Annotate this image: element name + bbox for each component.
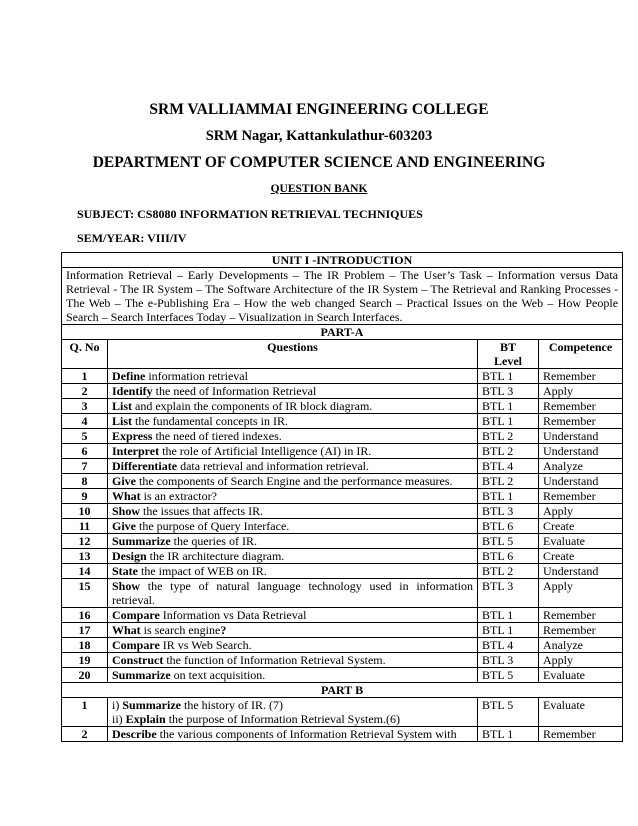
question-line — [112, 698, 473, 712]
competence: Remember — [539, 727, 623, 742]
unit-syllabus: Information Retrieval – Early Developments – The IR Problem – The User’s Task – Information versus Data Retrieval - The IR System – The Software Architecture of the IR System – The Retrieval and Ranking Processes - The Web – The e-Publishing Era – How the web changed Search – Practical Issues on the Web – How People Search – Search Interfaces Today – Visualization in Search Interfaces. — [62, 268, 623, 325]
question-keyword: List — [112, 414, 133, 428]
question-keyword: Differentiate — [112, 459, 178, 473]
question-number: 15 — [62, 579, 108, 608]
part-b-title-row — [62, 683, 623, 698]
competence: Understand — [539, 429, 623, 444]
question-text — [108, 474, 478, 489]
question-rest: the need of tiered indexes. — [152, 429, 282, 443]
question-keyword: Compare — [112, 608, 160, 622]
question-rest: the various components of Information Retrieval System with — [156, 727, 457, 741]
competence: Evaluate — [539, 668, 623, 683]
question-rest: Information vs Data Retrieval — [159, 608, 307, 622]
question-keyword: Explain — [125, 712, 166, 726]
question-keyword: Give — [112, 474, 136, 488]
unit-title-row — [62, 253, 623, 268]
question-number: 17 — [62, 623, 108, 638]
question-number: 1 — [62, 369, 108, 384]
table-row — [62, 698, 623, 727]
question-rest: the issues that affects IR. — [140, 504, 264, 518]
question-text — [108, 429, 478, 444]
competence: Analyze — [539, 459, 623, 474]
bt-level: BTL 5 — [478, 534, 539, 549]
col-questions-header: Questions — [108, 340, 478, 369]
college-name: SRM VALLIAMMAI ENGINEERING COLLEGE — [149, 101, 489, 118]
competence: Remember — [539, 399, 623, 414]
question-text — [108, 519, 478, 534]
question-number: 6 — [62, 444, 108, 459]
question-text — [108, 489, 478, 504]
competence: Create — [539, 519, 623, 534]
question-text — [108, 459, 478, 474]
question-rest: and explain the components of IR block diagram. — [132, 399, 373, 413]
bt-level: BTL 1 — [478, 489, 539, 504]
question-number: 2 — [62, 727, 108, 742]
question-keyword: Design — [112, 549, 147, 563]
bt-level: BTL 3 — [478, 504, 539, 519]
question-keyword-suffix: ? — [220, 623, 227, 637]
sem-year-line: SEM/YEAR: VIII/IV — [77, 231, 187, 245]
bt-level: BTL 1 — [478, 608, 539, 623]
table-row — [62, 414, 623, 429]
bt-level: BTL 3 — [478, 653, 539, 668]
bt-level: BTL 2 — [478, 444, 539, 459]
question-rest: the IR architecture diagram. — [146, 549, 285, 563]
table-row — [62, 727, 623, 742]
question-text — [108, 579, 478, 608]
competence: Evaluate — [539, 698, 623, 727]
table-row — [62, 504, 623, 519]
bt-level: BTL 1 — [478, 623, 539, 638]
question-rest: the queries of IR. — [170, 534, 257, 548]
question-number: 12 — [62, 534, 108, 549]
table-row — [62, 653, 623, 668]
competence: Remember — [539, 608, 623, 623]
question-keyword: Summarize — [112, 534, 171, 548]
table-row — [62, 459, 623, 474]
table-row — [62, 638, 623, 653]
table-row — [62, 534, 623, 549]
question-number: 4 — [62, 414, 108, 429]
competence: Understand — [539, 564, 623, 579]
question-text — [108, 549, 478, 564]
question-rest: the function of Information Retrieval System. — [163, 653, 386, 667]
column-header-row — [62, 340, 623, 369]
question-keyword: Express — [112, 429, 153, 443]
bt-level: BTL 1 — [478, 414, 539, 429]
question-keyword: Construct — [112, 653, 164, 667]
table-row — [62, 549, 623, 564]
competence: Apply — [539, 504, 623, 519]
question-text — [108, 534, 478, 549]
question-rest: is an extractor? — [140, 489, 217, 503]
table-row — [62, 384, 623, 399]
question-rest: the purpose of Information Retrieval System.(6) — [165, 712, 400, 726]
bt-level: BTL 5 — [478, 698, 539, 727]
college-address: SRM Nagar, Kattankulathur-603203 — [205, 128, 433, 144]
competence: Analyze — [539, 638, 623, 653]
question-rest: information retrieval — [145, 369, 248, 383]
question-number: 7 — [62, 459, 108, 474]
question-keyword: Describe — [112, 727, 157, 741]
question-number: 1 — [62, 698, 108, 727]
question-keyword: What — [112, 489, 141, 503]
question-text — [108, 668, 478, 683]
question-text — [108, 698, 478, 727]
question-text — [108, 504, 478, 519]
question-text — [108, 638, 478, 653]
question-rest: the impact of WEB on IR. — [138, 564, 267, 578]
question-rest: the type of natural language technology used in information retrieval. — [112, 579, 473, 607]
table-row — [62, 444, 623, 459]
question-text — [108, 564, 478, 579]
question-keyword: Identify — [112, 384, 153, 398]
bt-level: BTL 1 — [478, 399, 539, 414]
col-bt-label: BT — [499, 340, 516, 354]
question-prefix: i) — [112, 698, 123, 712]
bt-level: BTL 5 — [478, 668, 539, 683]
question-text — [108, 399, 478, 414]
question-keyword: Interpret — [112, 444, 160, 458]
question-rest: the components of Search Engine and the performance measures. — [136, 474, 453, 488]
col-qno-header: Q. No — [62, 340, 108, 369]
table-row — [62, 623, 623, 638]
question-text — [108, 414, 478, 429]
question-text — [108, 623, 478, 638]
question-keyword: Give — [112, 519, 136, 533]
question-rest: is search engine — [140, 623, 221, 637]
bt-level: BTL 6 — [478, 519, 539, 534]
question-rest: the need of Information Retrieval — [152, 384, 317, 398]
question-number: 3 — [62, 399, 108, 414]
bt-level: BTL 4 — [478, 459, 539, 474]
question-rest: on text acquisition. — [170, 668, 266, 682]
question-line — [112, 712, 473, 726]
question-keyword: List — [112, 399, 133, 413]
table-row — [62, 474, 623, 489]
question-number: 18 — [62, 638, 108, 653]
bt-level: BTL 2 — [478, 564, 539, 579]
table-row — [62, 369, 623, 384]
question-number: 20 — [62, 668, 108, 683]
question-number: 8 — [62, 474, 108, 489]
question-number: 5 — [62, 429, 108, 444]
competence: Evaluate — [539, 534, 623, 549]
table-row — [62, 399, 623, 414]
bt-level: BTL 2 — [478, 429, 539, 444]
question-rest: IR vs Web Search. — [159, 638, 252, 652]
question-keyword: Define — [112, 369, 146, 383]
question-keyword: State — [112, 564, 138, 578]
bt-level: BTL 3 — [478, 384, 539, 399]
question-keyword: Show — [112, 504, 141, 518]
competence: Create — [539, 549, 623, 564]
part-b-title: PART B — [62, 683, 623, 698]
question-rest: the role of Artificial Intelligence (AI) in IR. — [159, 444, 372, 458]
table-row — [62, 564, 623, 579]
document-title: QUESTION BANK — [270, 183, 368, 195]
table-row — [62, 579, 623, 608]
competence: Remember — [539, 369, 623, 384]
question-number: 2 — [62, 384, 108, 399]
table-row — [62, 668, 623, 683]
part-a-title: PART-A — [62, 325, 623, 340]
question-rest: data retrieval and information retrieval. — [177, 459, 370, 473]
subject-line: SUBJECT: CS8080 INFORMATION RETRIEVAL TECHNIQUES — [77, 207, 423, 221]
question-prefix: ii) — [112, 712, 126, 726]
question-text — [108, 384, 478, 399]
col-bt-header — [478, 340, 539, 369]
question-number: 10 — [62, 504, 108, 519]
col-level-label: Level — [494, 354, 522, 368]
question-number: 9 — [62, 489, 108, 504]
question-text — [108, 608, 478, 623]
table-row — [62, 489, 623, 504]
question-text — [108, 444, 478, 459]
department-name: DEPARTMENT OF COMPUTER SCIENCE AND ENGINEERING — [92, 154, 546, 171]
competence: Apply — [539, 579, 623, 608]
unit-title: UNIT I -INTRODUCTION — [62, 253, 623, 268]
competence: Apply — [539, 384, 623, 399]
question-number: 14 — [62, 564, 108, 579]
bt-level: BTL 6 — [478, 549, 539, 564]
question-rest: the history of IR. (7) — [181, 698, 283, 712]
competence: Remember — [539, 623, 623, 638]
question-number: 16 — [62, 608, 108, 623]
competence: Understand — [539, 474, 623, 489]
competence: Remember — [539, 414, 623, 429]
question-keyword: Summarize — [122, 698, 181, 712]
question-table — [61, 252, 623, 742]
col-competence-header: Competence — [539, 340, 623, 369]
bt-level: BTL 1 — [478, 369, 539, 384]
question-text — [108, 727, 478, 742]
competence: Apply — [539, 653, 623, 668]
question-number: 11 — [62, 519, 108, 534]
question-keyword: Summarize — [112, 668, 171, 682]
bt-level: BTL 2 — [478, 474, 539, 489]
question-rest: the fundamental concepts in IR. — [132, 414, 288, 428]
syllabus-row — [62, 268, 623, 325]
table-row — [62, 519, 623, 534]
question-text — [108, 653, 478, 668]
question-rest: the purpose of Query Interface. — [136, 519, 290, 533]
question-keyword: Show — [112, 579, 141, 593]
competence: Remember — [539, 489, 623, 504]
question-keyword: Compare — [112, 638, 160, 652]
table-row — [62, 429, 623, 444]
question-number: 13 — [62, 549, 108, 564]
question-number: 19 — [62, 653, 108, 668]
bt-level: BTL 4 — [478, 638, 539, 653]
competence: Understand — [539, 444, 623, 459]
table-row — [62, 608, 623, 623]
question-text — [108, 369, 478, 384]
bt-level: BTL 3 — [478, 579, 539, 608]
part-a-title-row — [62, 325, 623, 340]
bt-level: BTL 1 — [478, 727, 539, 742]
question-keyword: What — [112, 623, 141, 637]
